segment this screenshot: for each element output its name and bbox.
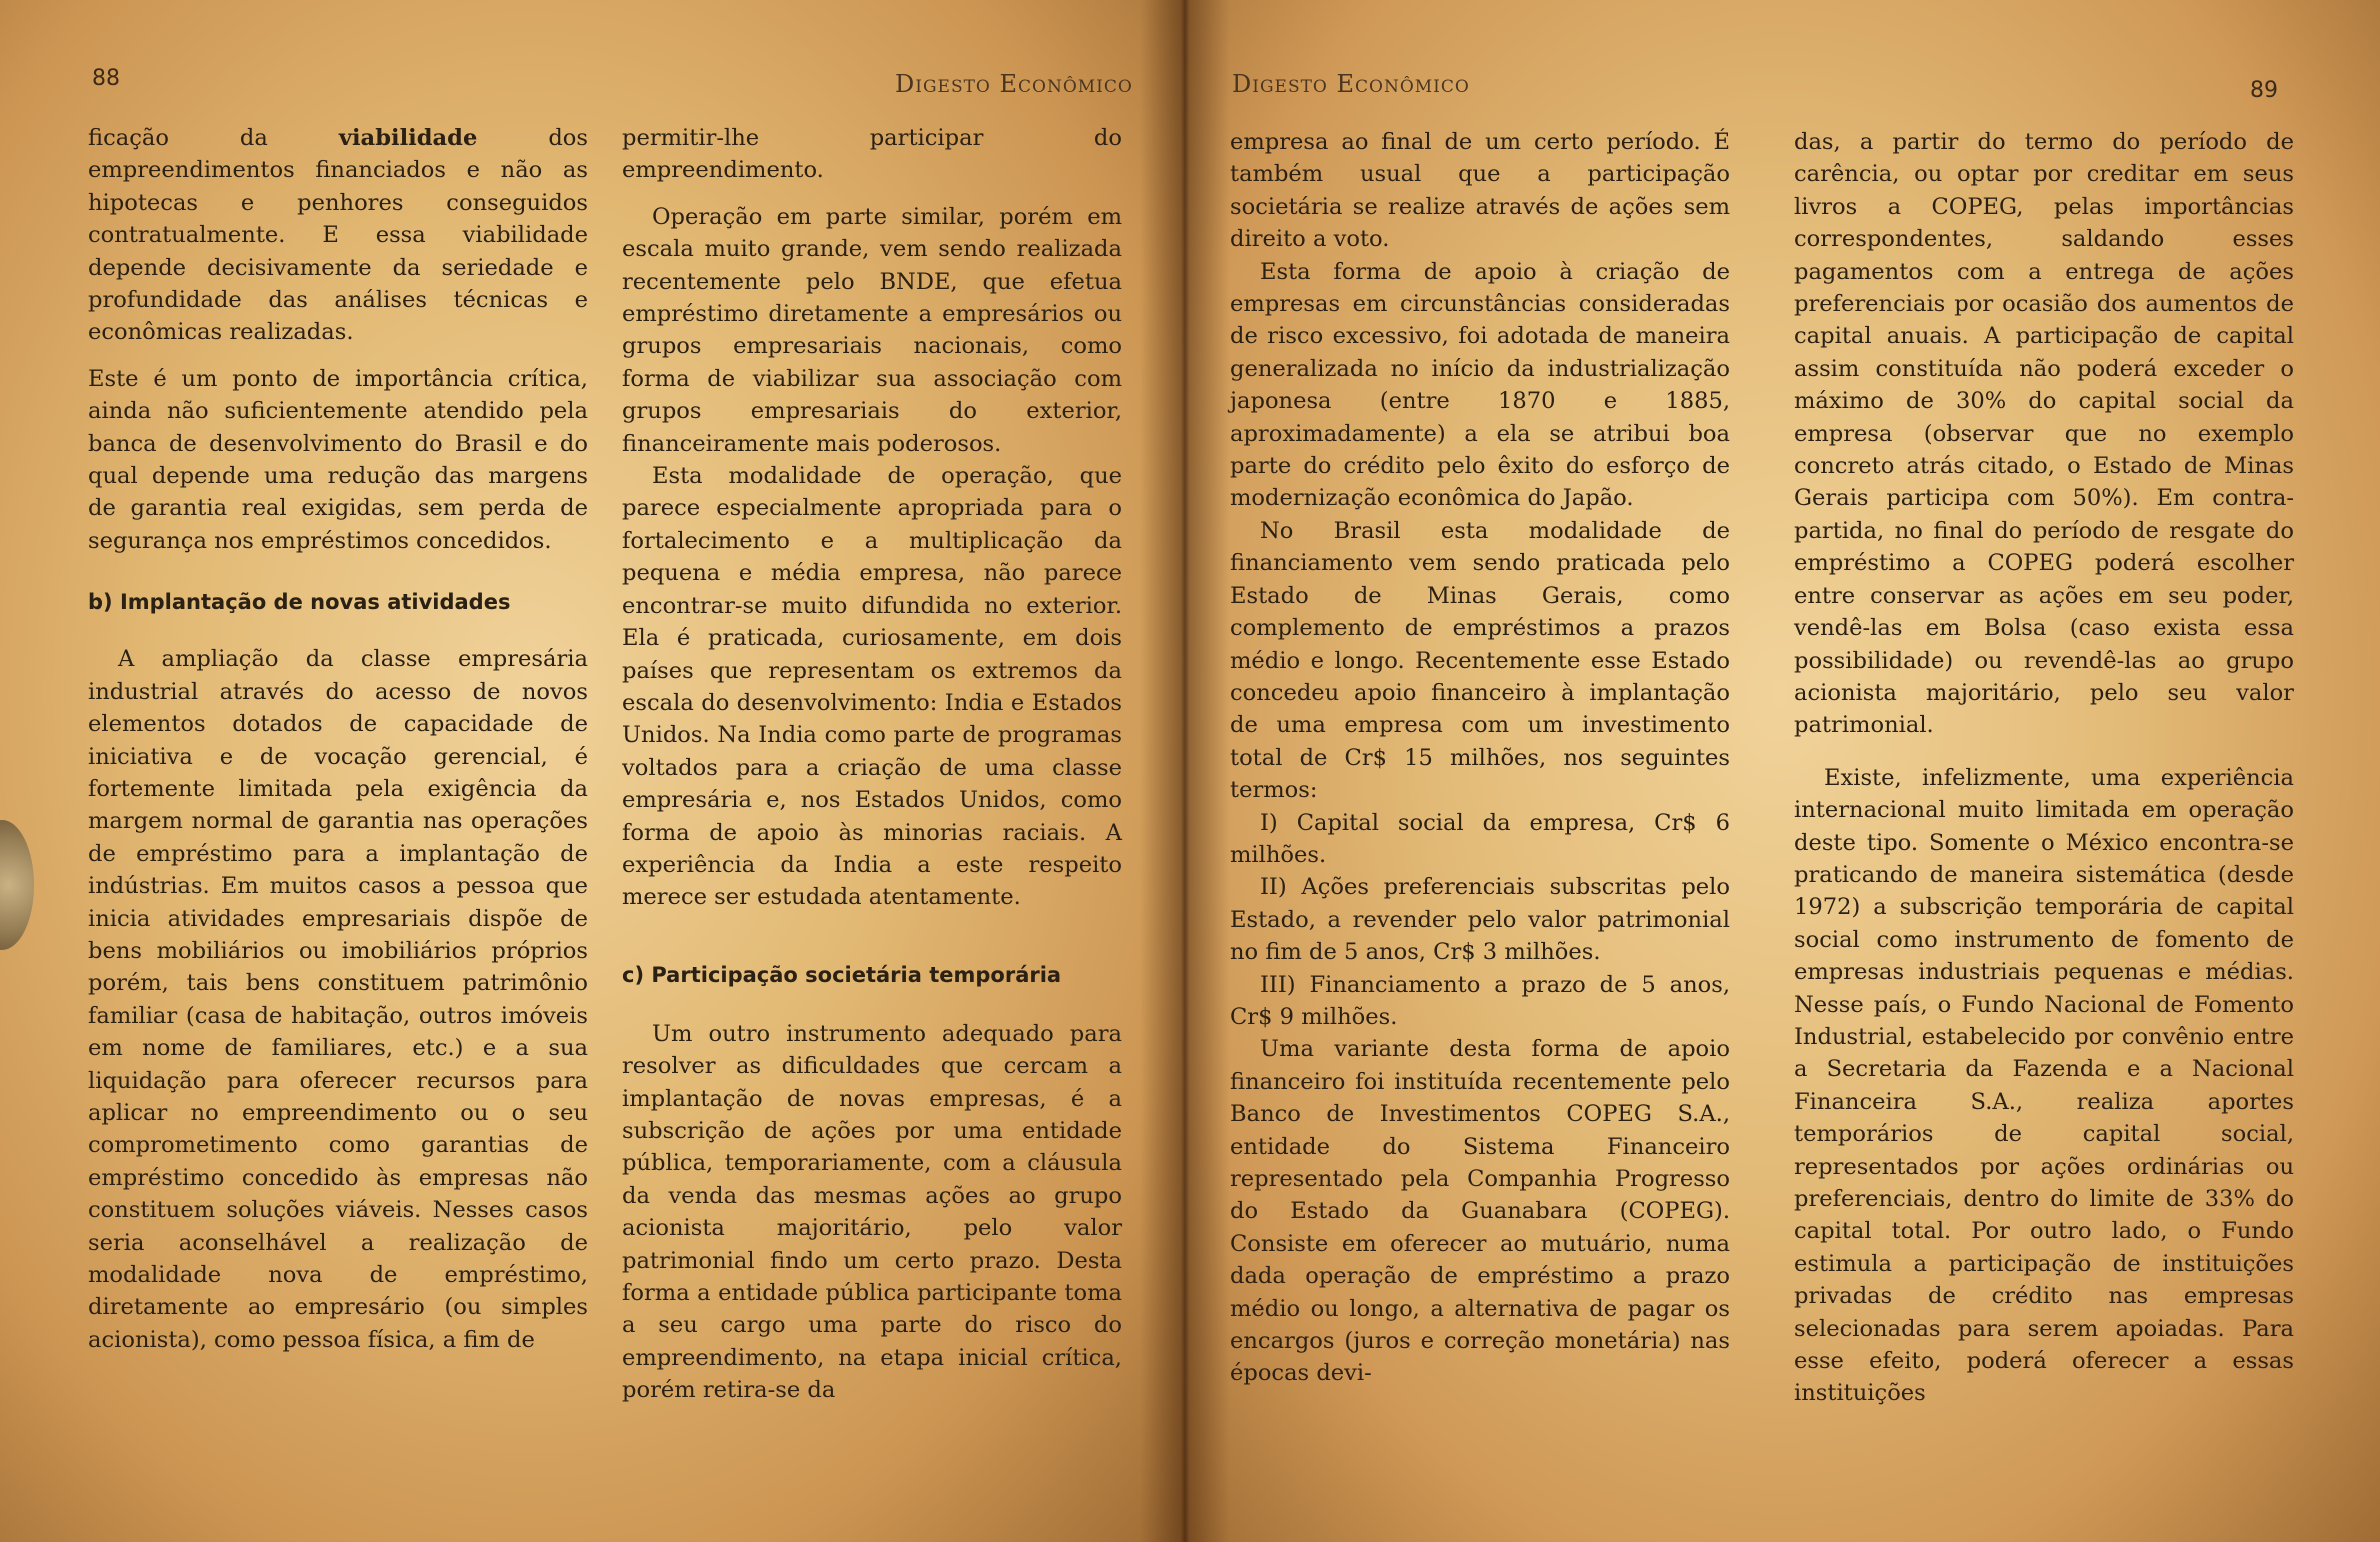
- paragraph: Uma variante desta forma de apoio financeiro foi instituída recentemente pelo Banco de Investimentos COPEG S.A., entidade do Sistema Financeiro representado pela Companhia Progresso do Estado da Guanabara (COPEG). Consiste em oferecer ao mutuário, numa dada operação de empréstimo a prazo médio ou longo, a alternativa de pagar os encargos (juros e correção monetária) nas épocas devi-: [1230, 1036, 1730, 1387]
- book-gutter: [1140, 0, 1230, 1542]
- paragraph: empresa ao final de um certo período. É também usual que a participação societária se realize através de ações sem direito a voto.: [1230, 129, 1730, 253]
- paragraph: Esta forma de apoio à criação de empresas em circunstâncias consideradas de risco excessivo, foi adotada de maneira generalizada no início da industrialização japonesa (entre 1870 e 1885, aproximadamente) a ela se atribui boa parte do crédito pelo êxito do esforço de modernização econômica do Japão.: [1230, 258, 1730, 512]
- list-item: III) Financiamento a prazo de 5 anos, Cr$ 9 milhões.: [1230, 971, 1730, 1030]
- paragraph: No Brasil esta modalidade de financiamento vem sendo praticada pelo Estado de Minas Gerais, como complemento de empréstimos a prazos médio e longo. Recentemente esse Estado concedeu apoio financeiro à implantação de uma empresa com um investimento total de Cr$ 15 milhões, nos seguintes termos:: [1230, 517, 1730, 804]
- section-heading-c: c) Participação societária temporária: [622, 962, 1062, 987]
- right-running-head: Digesto Econômico: [1232, 70, 1470, 98]
- paragraph: Operação em parte similar, porém em escala muito grande, vem sendo realizada recentemente pelo BNDE, que efetua empréstimo diretamente a empresários ou grupos empresariais nacionais, como forma de viabilizar sua associação com grupos empresariais do exterior, financeiramente mais poderosos.: [622, 203, 1122, 457]
- paragraph: ficação da viabilidade dos empreendimentos financiados e não as hipotecas e penhores conseguidos contratualmente. E essa viabilidade depende decisivamente da seriedade e profundidade das análises técnicas e econômicas realizadas.: [88, 125, 589, 346]
- thumb-shadow: [0, 820, 34, 950]
- paragraph: Esta modalidade de operação, que parece especialmente apropriada para o fortalecimento e a multiplicação da pequena e média empresa, não parece encontrar-se muito difundida no exterior. Ela é praticada, curiosamente, em dois países que representam os extremos da escala do desenvolvimento: India e Estados Unidos. Na India como parte de programas voltados para a criação de uma classe empresária e, nos Estados Unidos, como forma de apoio às minorias raciais. A experiência da India a este respeito merece ser estudada atentamente.: [622, 463, 1122, 911]
- list-item: II) Ações preferenciais subscritas pelo Estado, a revender pelo valor patrimonial no fim de 5 anos, Cr$ 3 milhões.: [1230, 874, 1730, 966]
- section-heading-b: b) Implantação de novas atividades: [88, 590, 511, 615]
- left-page-number: 88: [92, 66, 120, 91]
- paragraph: Um outro instrumento adequado para resolver as dificuldades que cercam a implantação de novas empresas, é a subscrição de ações por uma entidade pública, temporariamente, com a cláusula da venda das mesmas ações ao grupo acionista majoritário, pelo valor patrimonial findo um certo prazo. Desta forma a entidade pública participante toma a seu cargo uma parte do risco do empreendimento, na etapa inicial crítica, porém retira-se da: [622, 1020, 1122, 1404]
- right-page: [1180, 0, 2380, 1542]
- paragraph: Este é um ponto de importância crítica, ainda não suficientemente atendido pela banca de desenvolvimento do Brasil e do qual depende uma redução das margens de garantia real exigidas, sem perda de segurança nos empréstimos concedidos.: [88, 365, 588, 554]
- left-page: [0, 0, 1180, 1542]
- paragraph: permitir-lhe participar do empreendimento.: [622, 125, 1122, 184]
- left-column-1: [88, 122, 588, 1356]
- right-column-2: [1794, 126, 2294, 1410]
- left-column-2: [622, 122, 1122, 1407]
- right-column-1: [1230, 126, 1730, 1390]
- right-page-number: 89: [2250, 78, 2278, 103]
- list-item: I) Capital social da empresa, Cr$ 6 milhões.: [1230, 809, 1730, 868]
- paragraph: A ampliação da classe empresária industrial através do acesso de novos elementos dotados de capacidade de iniciativa e de vocação gerencial, é fortemente limitada pela exigência da margem normal de garantia nas operações de empréstimo para a implantação de indústrias. Em muitos casos a pessoa que inicia atividades empresariais dispõe de bens mobiliários ou imobiliários próprios porém, tais bens constituem patrimônio familiar (casa de habitação, outros imóveis em nome de familiares, etc.) e a sua liquidação para oferecer recursos para aplicar no empreendimento ou o seu comprometimento como garantias de empréstimo concedido às empresas não constituem soluções viáveis. Nesses casos seria aconselhável a realização de modalidade nova de empréstimo, diretamente ao empresário (ou simples acionista), como pessoa física, a fim de: [88, 646, 588, 1353]
- left-running-head: Digesto Econômico: [895, 70, 1133, 98]
- bold-term: viabilidade: [338, 125, 478, 151]
- paragraph: das, a partir do termo do período de carência, ou optar por creditar em seus livros a COPEG, pelas importâncias correspondentes, saldando esses pagamentos com a entrega de ações preferenciais por ocasião dos aumentos de capital anuais. A participação de capital assim constituída não poderá exceder o máximo de 30% do capital social da empresa (observar que no exemplo concreto atrás citado, o Estado de Minas Gerais participa com 50%). Em contra-partida, no final do período de resgate do empréstimo a COPEG poderá escolher entre conservar as ações em seu poder, vendê-las em Bolsa (caso exista essa possibilidade) ou revendê-las ao grupo acionista majoritário, pelo seu valor patrimonial.: [1794, 129, 2294, 739]
- paragraph: Existe, infelizmente, uma experiência internacional muito limitada em operação deste tipo. Somente o México encontra-se praticando de maneira sistemática (desde 1972) a subscrição temporária de capital social como instrumento de fomento de empresas industriais pequenas e médias. Nesse país, o Fundo Nacional de Fomento Industrial, estabelecido por convênio entre a Secretaria da Fazenda e a Nacional Financeira S.A., realiza aportes temporários de capital social, representados por ações ordinárias ou preferenciais, dentro do limite de 33% do capital total. Por outro lado, o Fundo estimula a participação de instituições privadas de crédito nas empresas selecionadas para serem apoiadas. Para esse efeito, poderá oferecer a essas instituições: [1794, 764, 2294, 1407]
